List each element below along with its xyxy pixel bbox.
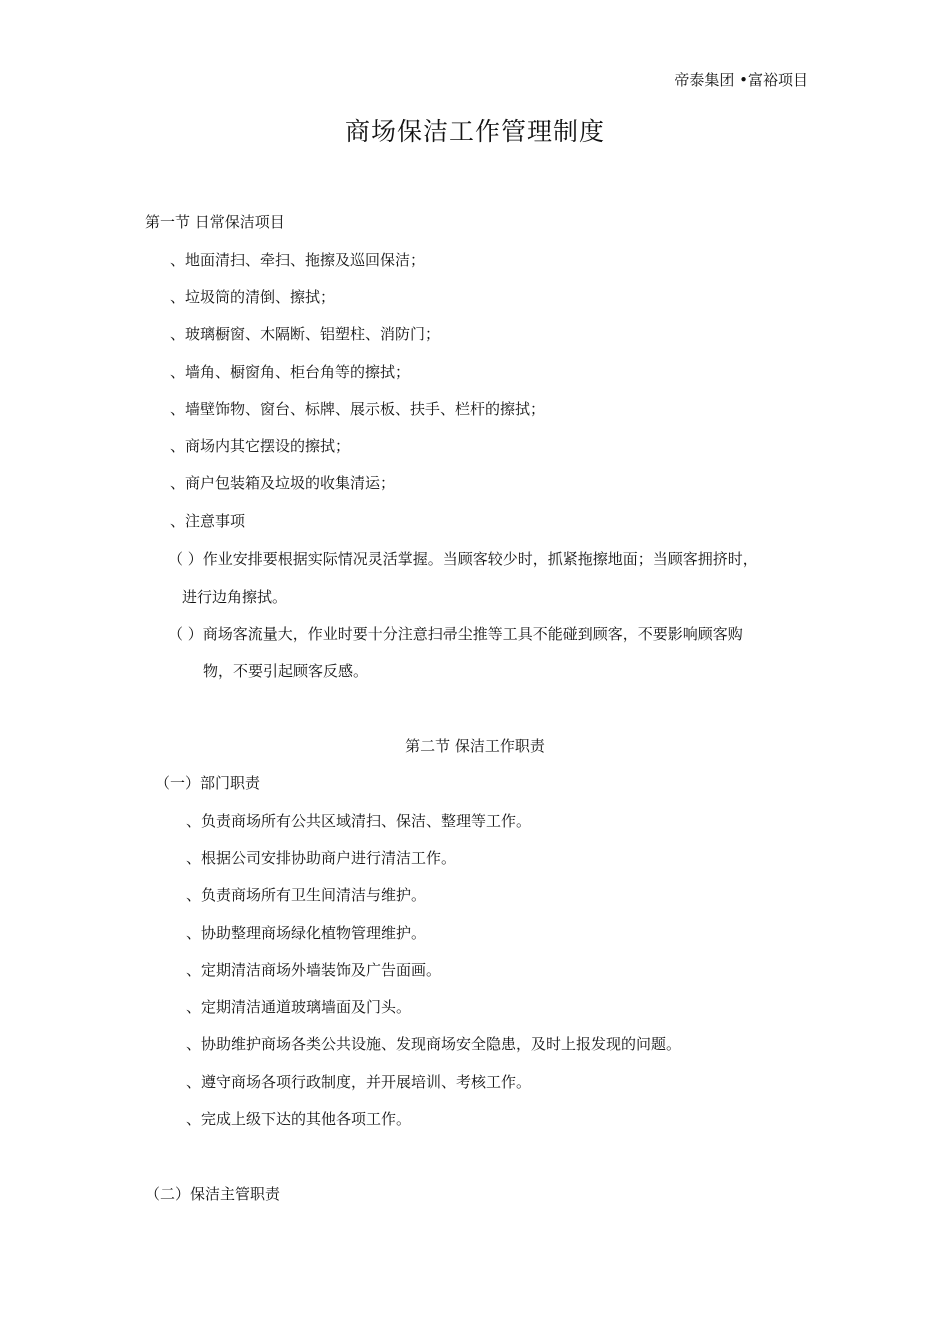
section1-item: 、注意事项	[170, 512, 246, 530]
section1-item: 、墙壁饰物、窗台、标牌、展示板、扶手、栏杆的擦拭；	[170, 400, 546, 418]
duty-item: 、定期清洁商场外墙装饰及广告面画。	[186, 961, 442, 979]
note-line: （ ）商场客流量大，作业时要十分注意扫帚尘推等工具不能碰到顾客，不要影响顾客购	[168, 625, 743, 643]
note-line: 进行边角擦拭。	[182, 588, 288, 606]
note-line: 物，不要引起顾客反感。	[203, 662, 369, 680]
duty-item: 、完成上级下达的其他各项工作。	[186, 1110, 412, 1128]
section1-item: 、垃圾筒的清倒、擦拭；	[170, 288, 336, 306]
section1-item: 、地面清扫、牵扫、拖擦及巡回保洁；	[170, 251, 426, 269]
section2-heading: 第二节 保洁工作职责	[405, 737, 545, 755]
section1-item: 、墙角、橱窗角、柜台角等的擦拭；	[170, 363, 411, 381]
duty-item: 、协助维护商场各类公共设施、发现商场安全隐患，及时上报发现的问题。	[186, 1035, 682, 1053]
section1-item: 、商户包装箱及垃圾的收集清运；	[170, 474, 396, 492]
subsection-heading: （二）保洁主管职责	[145, 1185, 281, 1203]
subsection-heading: （一）部门职责	[155, 774, 261, 792]
document-title: 商场保洁工作管理制度	[344, 117, 605, 146]
note-line: （ ）作业安排要根据实际情况灵活掌握。当顾客较少时，抓紧拖擦地面；当顾客拥挤时，	[168, 550, 758, 568]
duty-item: 、负责商场所有公共区域清扫、保洁、整理等工作。	[186, 812, 532, 830]
duty-item: 、根据公司安排协助商户进行清洁工作。	[186, 849, 457, 867]
section1-heading: 第一节 日常保洁项目	[145, 213, 285, 231]
section1-item: 、玻璃橱窗、木隔断、铝塑柱、消防门；	[170, 325, 441, 343]
duty-item: 、协助整理商场绿化植物管理维护。	[186, 924, 427, 942]
duty-item: 、遵守商场各项行政制度，并开展培训、考核工作。	[186, 1073, 532, 1091]
header-org: 帝泰集团 •富裕项目	[674, 71, 808, 89]
duty-item: 、定期清洁通道玻璃墙面及门头。	[186, 998, 412, 1016]
duty-item: 、负责商场所有卫生间清洁与维护。	[186, 886, 427, 904]
section1-item: 、商场内其它摆设的擦拭；	[170, 437, 351, 455]
